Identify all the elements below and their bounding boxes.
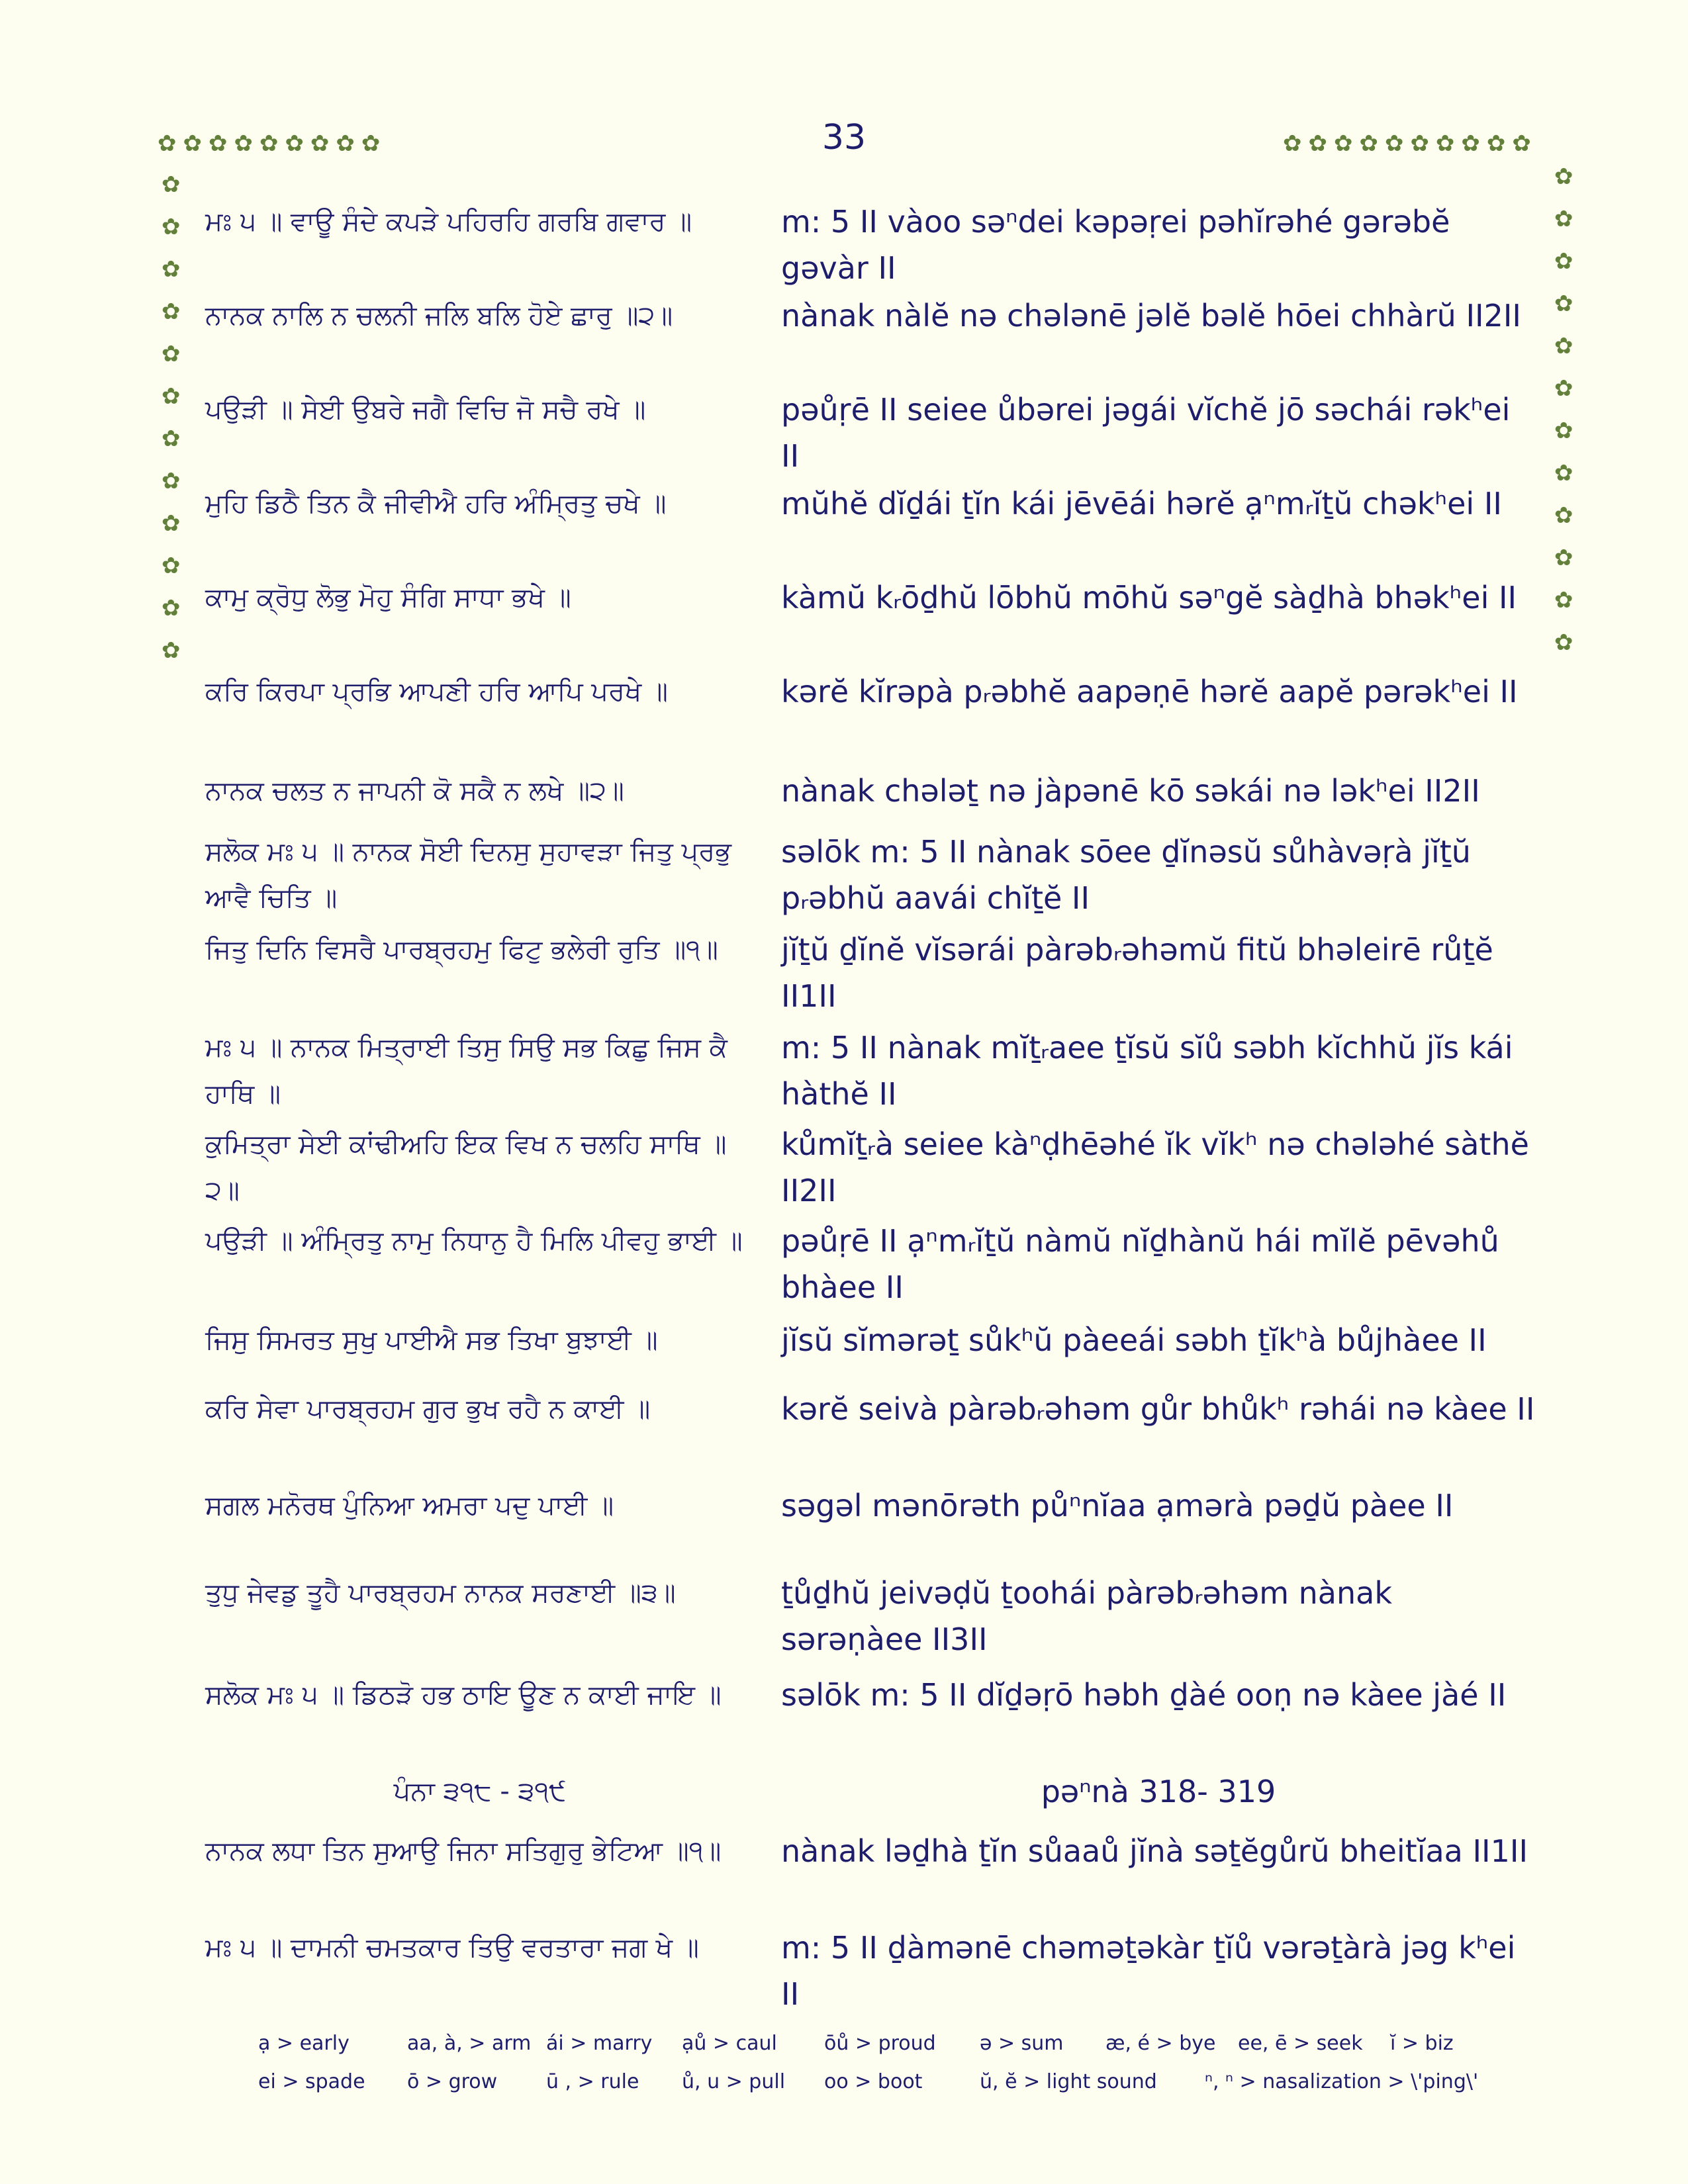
flower-ornament-icon: ✿ [162, 595, 181, 621]
gurmukhi-verse: ਜਿਤੁ ਦਿਨਿ ਵਿਸਰੈ ਪਾਰਬ੍ਰਹਮੁ ਫਿਟੁ ਭਲੇਰੀ ਰੁਤਿ ॥੧॥ [205, 934, 718, 965]
transliteration: m: 5 II nànak mĭṯᵣaee ṯĭsŭ sĭů səbh kĭchhŭ jĭs kái hàthĕ II [781, 1030, 1513, 1112]
flower-ornament-icon: ✿ [1554, 375, 1573, 402]
legend-item: ⁿ, ⁿ > nasalization > \'ping\' [1205, 2070, 1479, 2093]
flower-ornament-icon: ✿ [1554, 502, 1573, 529]
gurmukhi-verse: ਪਉੜੀ ॥ ਅੰਮ੍ਰਿਤੁ ਨਾਮੁ ਨਿਧਾਨੁ ਹੈ ਮਿਲਿ ਪੀਵਹੁ ਭਾਈ ॥ [205, 1226, 743, 1256]
gurmukhi-verse: ਸਲੋਕ ਮਃ ੫ ॥ ਨਾਨਕ ਸੋਈ ਦਿਨਸੁ ਸੁਹਾਵੜਾ ਜਿਤੁ ਪ੍ਰਭੁ ਆਵੈ ਚਿਤਿ ॥ [205, 837, 731, 913]
gurmukhi-verse: ਨਾਨਕ ਨਾਲਿ ਨ ਚਲਨੀ ਜਲਿ ਬਲਿ ਹੋਏ ਛਾਰੁ ॥੨॥ [205, 300, 673, 331]
legend-item: ạ > early [258, 2032, 350, 2055]
page-marker-translit: pəⁿnà 318- 319 [1041, 1774, 1276, 1809]
top-left-ornament-row: ✿✿✿✿✿✿✿✿✿ [158, 130, 387, 157]
legend-item: ū , > rule [546, 2070, 639, 2093]
legend-item: oo > boot [824, 2070, 923, 2093]
flower-ornament-icon: ✿ [1554, 460, 1573, 486]
legend-item: ō > grow [407, 2070, 498, 2093]
legend-item: ů, u > pull [682, 2070, 786, 2093]
transliteration: səlōk m: 5 II dĭḏəṛō həbh ḏàé ooṇ nə kàee jàé II [781, 1677, 1507, 1713]
flower-ornament-icon: ✿ [162, 298, 181, 325]
flower-ornament-icon: ✿ [1554, 291, 1573, 317]
transliteration: pəůṛē II seiee ůbərei jəgái vĭchĕ jō səchái rəkʰei II [781, 392, 1511, 474]
flower-ornament-icon: ✿ [162, 426, 181, 452]
gurmukhi-verse: ਸਗਲ ਮਨੋਰਥ ਪੁੰਨਿਆ ਅਮਰਾ ਪਦੁ ਪਾਈ ॥ [205, 1490, 614, 1521]
legend-item: ái > marry [546, 2032, 653, 2055]
legend-item: ōů > proud [824, 2032, 936, 2055]
transliteration: kàmŭ kᵣōḏhŭ lōbhŭ mōhŭ səⁿgĕ sàḏhà bhəkʰei II [781, 580, 1517, 615]
legend-item: ŭ, ĕ > light sound [980, 2070, 1157, 2093]
gurmukhi-verse: ਮਃ ੫ ॥ ਵਾਊ ਸੰਦੇ ਕਪੜੇ ਪਹਿਰਹਿ ਗਰਬਿ ਗਵਾਰ ॥ [205, 206, 692, 237]
transliteration: mŭhĕ dĭḏái ṯĭn kái jēvēái hərĕ ạⁿmᵣĭṯŭ chəkʰei II [781, 486, 1502, 522]
flower-ornament-icon: ✿ [162, 383, 181, 410]
gurmukhi-verse: ਕਰਿ ਸੇਵਾ ਪਾਰਬ੍ਰਹਮ ਗੁਰ ਭੁਖ ਰਹੈ ਨ ਕਾਈ ॥ [205, 1394, 651, 1424]
page-marker-gurmukhi: ਪੰਨਾ ੩੧੮ - ੩੧੯ [393, 1776, 567, 1807]
flower-ornament-icon: ✿ [162, 553, 181, 579]
transliteration: nànak chələṯ nə jàpənē kō səkái nə ləkʰei II2II [781, 773, 1480, 809]
left-ornament-column [162, 173, 181, 682]
gurmukhi-verse: ਕਰਿ ਕਿਰਪਾ ਪ੍ਰਭਿ ਆਪਣੀ ਹਰਿ ਆਪਿ ਪਰਖੇ ॥ [205, 676, 668, 707]
flower-ornament-icon: ✿ [1554, 587, 1573, 614]
gurmukhi-verse: ਕਾਮੁ ਕ੍ਰੋਧੁ ਲੋਭੁ ਮੋਹੁ ਸੰਗਿ ਸਾਧਾ ਭਖੇ ॥ [205, 582, 571, 613]
flower-ornament-icon: ✿ [1554, 206, 1573, 232]
transliteration: səgəl mənōrəth půⁿnĭaa ạmərà pəḏŭ pàee II [781, 1488, 1454, 1524]
transliteration: səlōk m: 5 II nànak sōee ḏĭnəsŭ sůhàvəṛà jĭṯŭ pᵣəbhŭ aavái chĭṯĕ II [781, 834, 1471, 916]
gurmukhi-verse: ਮਃ ੫ ॥ ਨਾਨਕ ਮਿਤ੍ਰਾਈ ਤਿਸੁ ਸਿਉ ਸਭ ਕਿਛੁ ਜਿਸ ਕੈ ਹਾਥਿ ॥ [205, 1032, 727, 1109]
flower-ornament-icon: ✿ [1554, 629, 1573, 656]
transliteration: kərĕ seivà pàrəbᵣəhəm gůr bhůkʰ rəhái nə kàee II [781, 1391, 1535, 1427]
legend-item: æ, é > bye [1105, 2032, 1216, 2055]
flower-ornament-icon: ✿ [162, 637, 181, 664]
page-number: 33 [821, 118, 867, 158]
transliteration: m: 5 II ḏàmənē chəməṯəkàr ṯĭů vərəṯàrà jəg kʰei II [781, 1930, 1516, 2012]
gurmukhi-verse: ਮਃ ੫ ॥ ਦਾਮਨੀ ਚਮਤਕਾਰ ਤਿਉ ਵਰਤਾਰਾ ਜਗ ਖੇ ॥ [205, 1933, 699, 1963]
gurmukhi-verse: ਕੁਮਿਤ੍ਰਾ ਸੇਈ ਕਾਂਢੀਅਹਿ ਇਕ ਵਿਖ ਨ ਚਲਹਿ ਸਾਥਿ ॥੨॥ [205, 1129, 727, 1206]
transliteration: jĭṯŭ ḏĭnĕ vĭsərái pàrəbᵣəhəmŭ fitŭ bhəleirē růṯĕ II1II [781, 932, 1493, 1014]
transliteration: kůmĭṯᵣà seiee kàⁿḍhēəhé ĭk vĭkʰ nə chələhé sàthĕ II2II [781, 1126, 1529, 1208]
flower-ornament-icon: ✿ [162, 341, 181, 367]
flower-ornament-icon: ✿ [162, 214, 181, 240]
transliteration: kərĕ kĭrəpà pᵣəbhĕ aapəṇē hərĕ aapĕ pərəkʰei II [781, 674, 1518, 709]
pronunciation-legend [258, 2032, 1516, 2109]
flower-ornament-icon: ✿ [162, 256, 181, 283]
legend-item: ạů > caul [682, 2032, 777, 2055]
legend-item: ee, ē > seek [1238, 2032, 1363, 2055]
gurmukhi-verse: ਮੁਹਿ ਡਿਠੈ ਤਿਨ ਕੈ ਜੀਵੀਐ ਹਰਿ ਅੰਮ੍ਰਿਤੁ ਚਖੇ ॥ [205, 488, 667, 519]
flower-ornament-icon: ✿ [1554, 333, 1573, 359]
gurmukhi-verse: ਤੁਧੁ ਜੇਵਡੁ ਤੂਹੈ ਪਾਰਬ੍ਰਹਮ ਨਾਨਕ ਸਰਣਾਈ ॥੩॥ [205, 1578, 676, 1608]
transliteration: nànak nàlĕ nə chələnē jəlĕ bəlĕ hōei chhàrŭ II2II [781, 298, 1521, 334]
gurmukhi-verse: ਸਲੋਕ ਮਃ ੫ ॥ ਡਿਠੜੋ ਹਭ ਠਾਇ ਊਣ ਨ ਕਾਈ ਜਾਇ ॥ [205, 1680, 722, 1710]
legend-item: ei > spade [258, 2070, 365, 2093]
flower-ornament-icon: ✿ [1554, 418, 1573, 444]
flower-ornament-icon: ✿ [162, 468, 181, 494]
gurmukhi-verse: ਨਾਨਕ ਲਧਾ ਤਿਨ ਸੁਆਉ ਜਿਨਾ ਸਤਿਗੁਰੁ ਭੇਟਿਆ ॥੧॥ [205, 1836, 722, 1866]
flower-ornament-icon: ✿ [162, 510, 181, 537]
flower-ornament-icon: ✿ [1554, 248, 1573, 275]
gurmukhi-verse: ਨਾਨਕ ਚਲਤ ਨ ਜਾਪਨੀ ਕੋ ਸਕੈ ਨ ਲਖੇ ॥੨॥ [205, 776, 624, 806]
gurmukhi-verse: ਪਉੜੀ ॥ ਸੇਈ ਉਬਰੇ ਜਗੈ ਵਿਚਿ ਜੋ ਸਚੈ ਰਖੇ ॥ [205, 394, 646, 425]
flower-ornament-icon: ✿ [162, 171, 181, 198]
flower-ornament-icon: ✿ [1554, 163, 1573, 190]
top-right-ornament-row: ✿✿✿✿✿✿✿✿✿✿ [1283, 130, 1538, 157]
transliteration: m: 5 II vàoo səⁿdei kəpəṛei pəhĭrəhé gərəbĕ gəvàr II [781, 204, 1450, 286]
right-ornament-column [1554, 165, 1573, 674]
flower-ornament-icon: ✿ [1554, 545, 1573, 571]
gurmukhi-verse: ਜਿਸੁ ਸਿਮਰਤ ਸੁਖੁ ਪਾਈਐ ਸਭ ਤਿਖਾ ਬੁਝਾਈ ॥ [205, 1325, 658, 1355]
transliteration: nànak ləḏhà ṯĭn sůaaů jĭnà səṯĕgůrŭ bheitĭaa II1II [781, 1833, 1528, 1869]
legend-row [258, 2032, 1516, 2070]
legend-row [258, 2070, 1516, 2109]
legend-item: ə > sum [980, 2032, 1064, 2055]
legend-item: ĭ > biz [1390, 2032, 1454, 2055]
transliteration: ṯůḏhŭ jeivəḍŭ ṯoohái pàrəbᵣəhəm nànak sərəṇàee II3II [781, 1575, 1392, 1657]
transliteration: pəůṛē II ạⁿmᵣĭṯŭ nàmŭ nĭḏhànŭ hái mĭlĕ pēvəhů bhàee II [781, 1223, 1499, 1305]
transliteration: jĭsŭ sĭmərəṯ sůkʰŭ pàeeái səbh ṯĭkʰà bůjhàee II [781, 1322, 1487, 1358]
legend-item: aa, à, > arm [407, 2032, 532, 2055]
